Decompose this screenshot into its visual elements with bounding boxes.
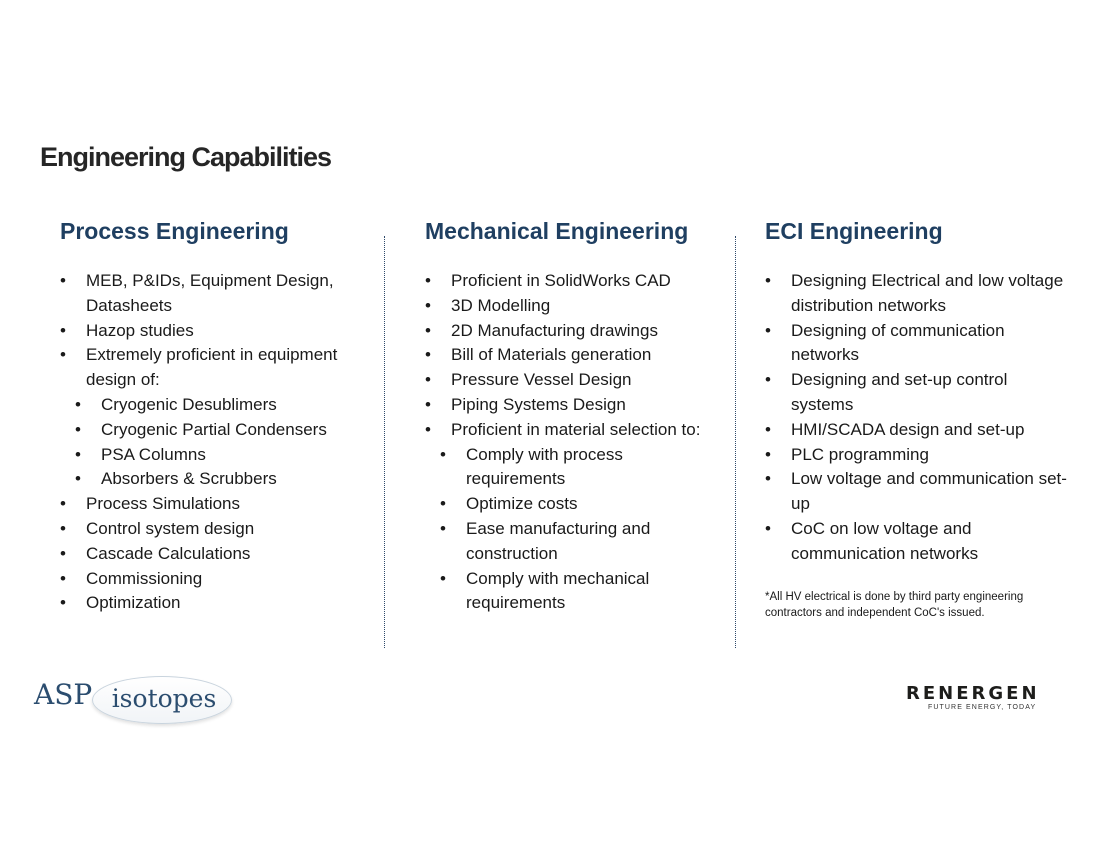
column-heading: Process Engineering (60, 218, 289, 244)
list-item: • PLC programming (765, 443, 1070, 468)
renergen-logo (906, 684, 1066, 711)
list-item: • Control system design (60, 517, 370, 542)
list-item: • Low voltage and communication set-up (765, 467, 1070, 517)
column-divider (384, 236, 385, 648)
sub-list-item: • PSA Columns (75, 443, 370, 468)
asp-isotopes-logo (34, 676, 217, 728)
column-eci-engineering (765, 218, 1070, 621)
list-item: • MEB, P&IDs, Equipment Design, Datasheets (60, 269, 370, 319)
logo-renergen-text: RENERGEN (906, 683, 1040, 704)
list-item: • Extremely proficient in equipment design of: (60, 343, 370, 393)
sub-list-item: • Optimize costs (440, 492, 715, 517)
list-item: • Optimization (60, 591, 370, 616)
list-item: • Pressure Vessel Design (425, 368, 715, 393)
list-item: • Hazop studies (60, 319, 370, 344)
list-item: • Designing of communication networks (765, 319, 1070, 369)
list-item: • Cascade Calculations (60, 542, 370, 567)
list-item: • HMI/SCADA design and set-up (765, 418, 1070, 443)
capability-list (425, 269, 715, 616)
capability-list (60, 269, 370, 616)
logo-oval (92, 676, 232, 724)
sub-list-item: • Cryogenic Partial Condensers (75, 418, 370, 443)
list-item: • Commissioning (60, 567, 370, 592)
list-item: • Piping Systems Design (425, 393, 715, 418)
sub-list-item: • Ease manufacturing and construction (440, 517, 715, 567)
list-item: • Process Simulations (60, 492, 370, 517)
list-item: • 2D Manufacturing drawings (425, 319, 715, 344)
sub-list (425, 443, 715, 617)
list-item: • Bill of Materials generation (425, 343, 715, 368)
logo-asp-text: ASP (34, 678, 93, 711)
sub-list-item: • Comply with process requirements (440, 443, 715, 493)
capability-list (765, 269, 1070, 567)
logo-isotopes-text: isotopes (111, 684, 217, 713)
list-item: • Designing Electrical and low voltage distribution networks (765, 269, 1070, 319)
sub-list (60, 393, 370, 492)
column-heading: ECI Engineering (765, 218, 943, 244)
sub-list-item: • Cryogenic Desublimers (75, 393, 370, 418)
logo-tagline: FUTURE ENERGY, TODAY (928, 704, 1037, 711)
footnote: *All HV electrical is done by third party engineering contractors and independent CoC's issued. (765, 590, 1024, 619)
page-title: Engineering Capabilities (40, 142, 332, 172)
column-mechanical-engineering (425, 218, 715, 616)
column-process-engineering (60, 218, 370, 616)
list-item: • Proficient in SolidWorks CAD (425, 269, 715, 294)
list-item: • CoC on low voltage and communication networks (765, 517, 1070, 567)
list-item: • 3D Modelling (425, 294, 715, 319)
list-item: • Proficient in material selection to: (425, 418, 715, 443)
sub-list-item: • Absorbers & Scrubbers (75, 467, 370, 492)
column-divider (735, 236, 736, 648)
sub-list-item: • Comply with mechanical requirements (440, 567, 715, 617)
column-heading: Mechanical Engineering (425, 218, 689, 244)
list-item: • Designing and set-up control systems (765, 368, 1070, 418)
